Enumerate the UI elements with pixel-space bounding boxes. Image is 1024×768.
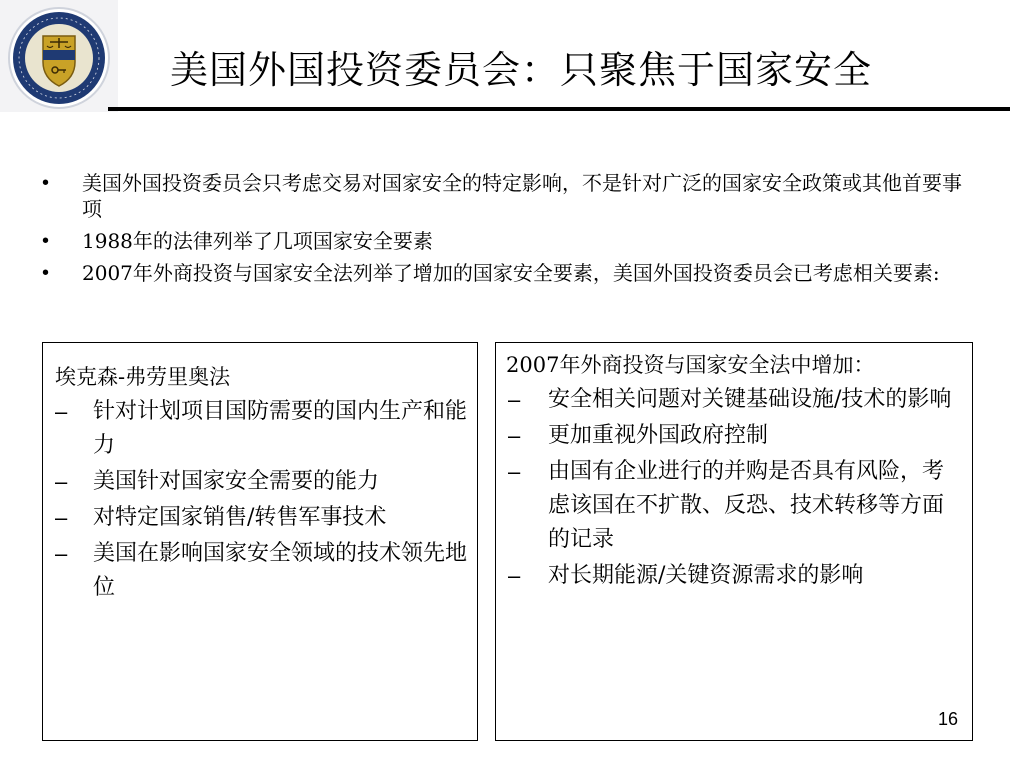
list-item-text: 由国有企业进行的并购是否具有风险，考虑该国在不扩散、反恐、技术转移等方面的记录 [548, 459, 945, 552]
page-number: 16 [937, 709, 958, 729]
list-item-text: 针对计划项目国防需要的国内生产和能力 [93, 399, 468, 458]
dash-marker: – [508, 563, 521, 588]
list-item-text: 安全相关问题对关键基础设施/技术的影响 [548, 387, 952, 412]
bullet-text: 2007年外商投资与国家安全法列举了增加的国家安全要素，美国外国投资委员会已考虑相关要素: [82, 261, 940, 285]
dash-marker: – [508, 423, 521, 448]
list-item-text: 更加重视外国政府控制 [548, 423, 769, 448]
bullet-marker: • [42, 230, 50, 252]
bullet-item [42, 228, 972, 254]
slide-title: 美国外国投资委员会：只聚焦于国家安全 [170, 48, 873, 92]
left-dash-list [43, 395, 477, 605]
bullet-list [42, 170, 972, 292]
bullet-item [42, 260, 972, 286]
right-dash-list [496, 383, 972, 593]
list-item [496, 559, 972, 593]
bullet-text: 美国外国投资委员会只考虑交易对国家安全的特定影响，不是针对广泛的国家安全政策或其他首要事项 [82, 171, 962, 221]
dash-marker: – [55, 469, 68, 494]
exon-florio-box [42, 342, 478, 741]
title-underline [108, 107, 1010, 111]
dash-marker: – [55, 505, 68, 530]
left-box-heading: 埃克森-弗劳里奥法 [55, 365, 231, 389]
bullet-marker: • [42, 262, 50, 284]
list-item [43, 537, 477, 605]
treasury-seal-logo [0, 0, 118, 112]
list-item-text: 美国在影响国家安全领域的技术领先地位 [93, 541, 468, 600]
list-item [496, 383, 972, 417]
dash-marker: – [508, 387, 521, 412]
bullet-text: 1988年的法律列举了几项国家安全要素 [82, 229, 433, 253]
finsa-2007-box [495, 342, 973, 741]
list-item-text: 美国针对国家安全需要的能力 [93, 469, 380, 494]
list-item [43, 465, 477, 499]
dash-marker: – [508, 459, 521, 484]
dash-marker: – [55, 399, 68, 424]
bullet-marker: • [42, 172, 50, 194]
bullet-item [42, 170, 972, 222]
list-item [43, 395, 477, 463]
dash-marker: – [55, 541, 68, 566]
list-item [496, 419, 972, 453]
list-item-text: 对特定国家销售/转售军事技术 [93, 505, 387, 530]
list-item [43, 501, 477, 535]
right-box-heading: 2007年外商投资与国家安全法中增加： [506, 353, 875, 377]
list-item-text: 对长期能源/关键资源需求的影响 [548, 563, 864, 588]
list-item [496, 455, 972, 557]
